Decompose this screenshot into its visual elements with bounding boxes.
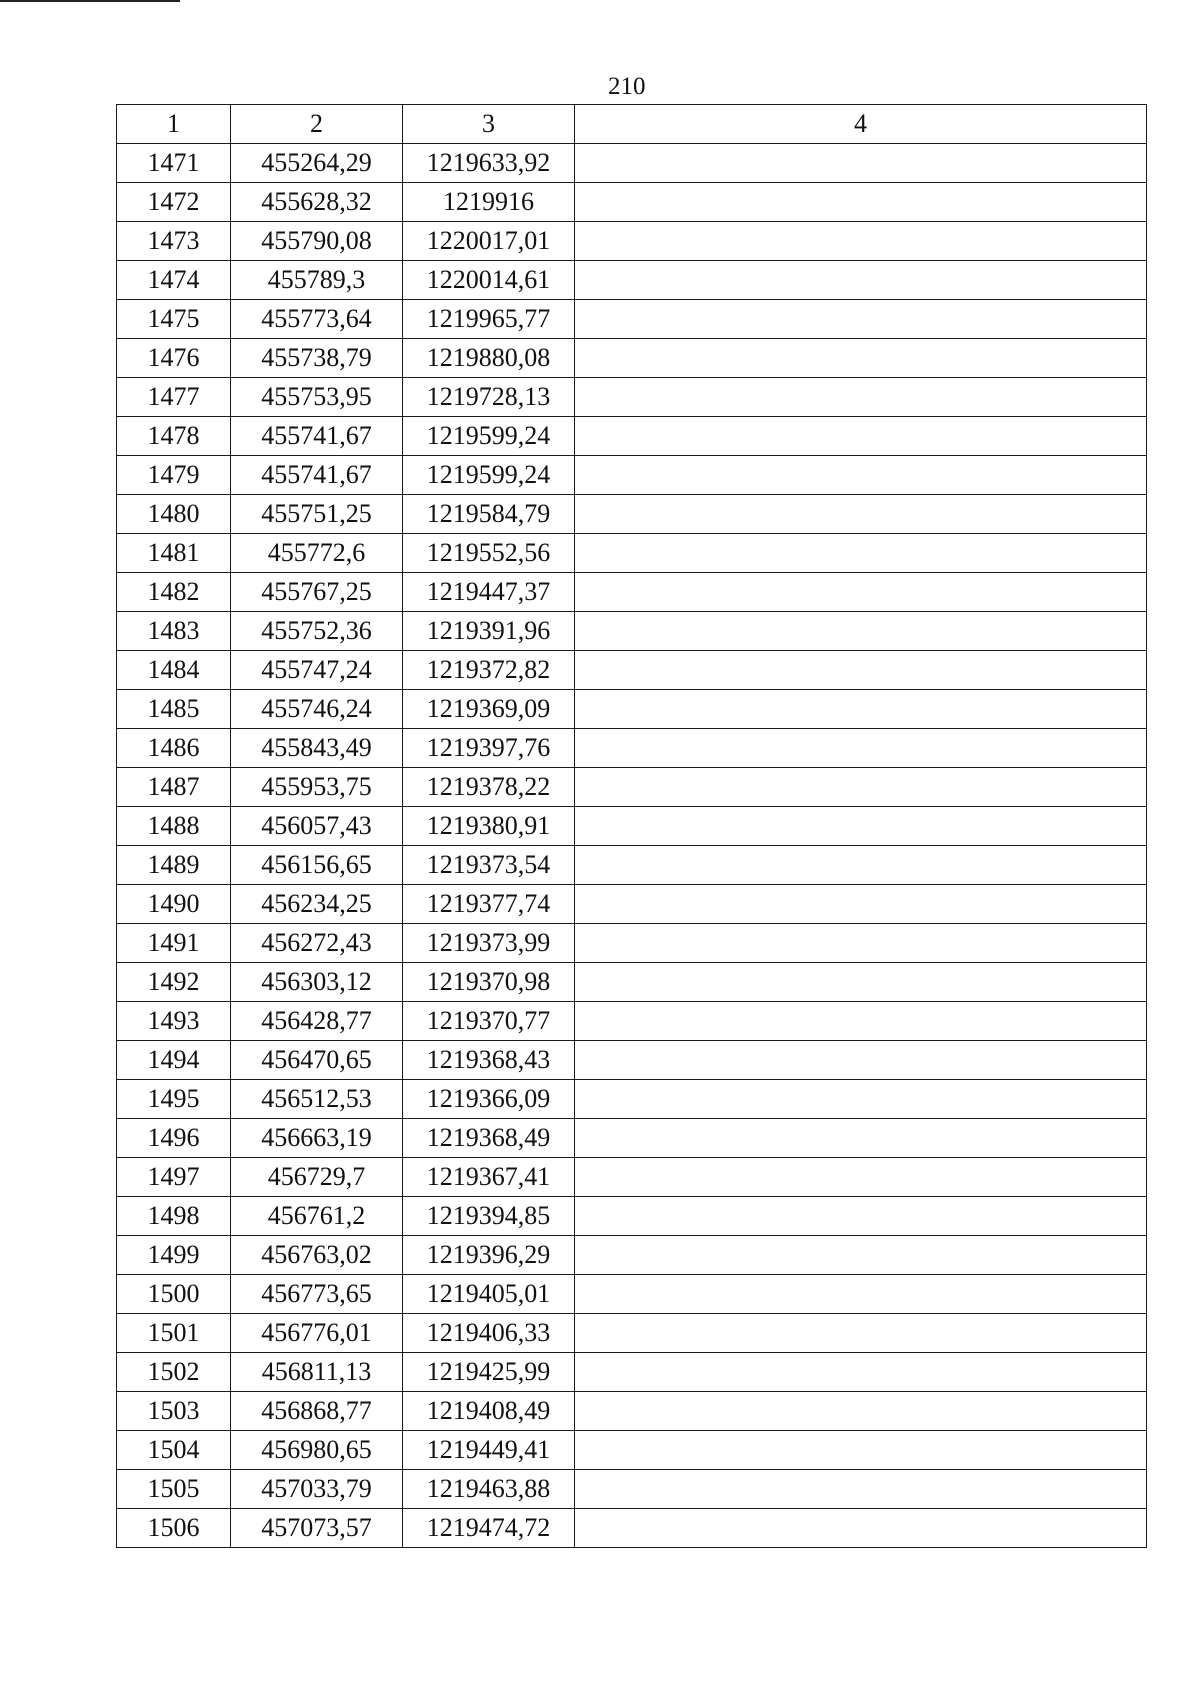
coordinates-table <box>116 104 1147 1548</box>
y-coordinate-cell: 1219373,54 <box>403 846 575 885</box>
table-row <box>117 1275 1147 1314</box>
x-coordinate-cell: 457033,79 <box>231 1470 403 1509</box>
point-number-cell: 1503 <box>117 1392 231 1431</box>
x-coordinate-cell: 455767,25 <box>231 573 403 612</box>
table-row <box>117 1314 1147 1353</box>
point-number-cell: 1486 <box>117 729 231 768</box>
y-coordinate-cell: 1219397,76 <box>403 729 575 768</box>
table-row <box>117 183 1147 222</box>
note-cell <box>575 534 1147 573</box>
y-coordinate-cell: 1219599,24 <box>403 417 575 456</box>
header-row <box>117 105 1147 144</box>
y-coordinate-cell: 1219370,98 <box>403 963 575 1002</box>
x-coordinate-cell: 455789,3 <box>231 261 403 300</box>
x-coordinate-cell: 455953,75 <box>231 768 403 807</box>
table-row <box>117 534 1147 573</box>
point-number-cell: 1480 <box>117 495 231 534</box>
table-row <box>117 378 1147 417</box>
x-coordinate-cell: 455746,24 <box>231 690 403 729</box>
point-number-cell: 1483 <box>117 612 231 651</box>
y-coordinate-cell: 1219633,92 <box>403 144 575 183</box>
y-coordinate-cell: 1219396,29 <box>403 1236 575 1275</box>
note-cell <box>575 690 1147 729</box>
note-cell <box>575 1197 1147 1236</box>
point-number-cell: 1479 <box>117 456 231 495</box>
point-number-cell: 1481 <box>117 534 231 573</box>
y-coordinate-cell: 1219447,37 <box>403 573 575 612</box>
x-coordinate-cell: 456811,13 <box>231 1353 403 1392</box>
table-row <box>117 456 1147 495</box>
header-cell-3: 3 <box>403 105 575 144</box>
note-cell <box>575 807 1147 846</box>
table-row <box>117 885 1147 924</box>
point-number-cell: 1487 <box>117 768 231 807</box>
point-number-cell: 1492 <box>117 963 231 1002</box>
x-coordinate-cell: 456761,2 <box>231 1197 403 1236</box>
y-coordinate-cell: 1219380,91 <box>403 807 575 846</box>
x-coordinate-cell: 455741,67 <box>231 456 403 495</box>
point-number-cell: 1493 <box>117 1002 231 1041</box>
x-coordinate-cell: 455753,95 <box>231 378 403 417</box>
x-coordinate-cell: 456057,43 <box>231 807 403 846</box>
y-coordinate-cell: 1219394,85 <box>403 1197 575 1236</box>
coordinates-table-container <box>116 104 1146 1548</box>
x-coordinate-cell: 455772,6 <box>231 534 403 573</box>
y-coordinate-cell: 1219599,24 <box>403 456 575 495</box>
y-coordinate-cell: 1219965,77 <box>403 300 575 339</box>
table-row <box>117 846 1147 885</box>
table-row <box>117 1002 1147 1041</box>
note-cell <box>575 1392 1147 1431</box>
note-cell <box>575 456 1147 495</box>
y-coordinate-cell: 1219367,41 <box>403 1158 575 1197</box>
point-number-cell: 1482 <box>117 573 231 612</box>
point-number-cell: 1478 <box>117 417 231 456</box>
table-row <box>117 300 1147 339</box>
table-row <box>117 339 1147 378</box>
x-coordinate-cell: 456773,65 <box>231 1275 403 1314</box>
y-coordinate-cell: 1219916 <box>403 183 575 222</box>
point-number-cell: 1488 <box>117 807 231 846</box>
point-number-cell: 1491 <box>117 924 231 963</box>
table-row <box>117 690 1147 729</box>
note-cell <box>575 300 1147 339</box>
y-coordinate-cell: 1219377,74 <box>403 885 575 924</box>
y-coordinate-cell: 1219391,96 <box>403 612 575 651</box>
x-coordinate-cell: 456156,65 <box>231 846 403 885</box>
point-number-cell: 1501 <box>117 1314 231 1353</box>
x-coordinate-cell: 456763,02 <box>231 1236 403 1275</box>
header-cell-2: 2 <box>231 105 403 144</box>
note-cell <box>575 729 1147 768</box>
x-coordinate-cell: 456272,43 <box>231 924 403 963</box>
note-cell <box>575 1353 1147 1392</box>
x-coordinate-cell: 455790,08 <box>231 222 403 261</box>
table-row <box>117 1431 1147 1470</box>
note-cell <box>575 1041 1147 1080</box>
top-rule <box>0 0 180 2</box>
x-coordinate-cell: 456980,65 <box>231 1431 403 1470</box>
note-cell <box>575 1314 1147 1353</box>
y-coordinate-cell: 1220014,61 <box>403 261 575 300</box>
point-number-cell: 1472 <box>117 183 231 222</box>
note-cell <box>575 651 1147 690</box>
y-coordinate-cell: 1219369,09 <box>403 690 575 729</box>
y-coordinate-cell: 1219463,88 <box>403 1470 575 1509</box>
x-coordinate-cell: 455843,49 <box>231 729 403 768</box>
x-coordinate-cell: 456776,01 <box>231 1314 403 1353</box>
point-number-cell: 1496 <box>117 1119 231 1158</box>
table-row <box>117 573 1147 612</box>
table-row <box>117 729 1147 768</box>
y-coordinate-cell: 1219378,22 <box>403 768 575 807</box>
x-coordinate-cell: 456663,19 <box>231 1119 403 1158</box>
y-coordinate-cell: 1219880,08 <box>403 339 575 378</box>
x-coordinate-cell: 456729,7 <box>231 1158 403 1197</box>
x-coordinate-cell: 455628,32 <box>231 183 403 222</box>
y-coordinate-cell: 1219584,79 <box>403 495 575 534</box>
note-cell <box>575 1509 1147 1548</box>
table-row <box>117 1353 1147 1392</box>
note-cell <box>575 612 1147 651</box>
y-coordinate-cell: 1219366,09 <box>403 1080 575 1119</box>
table-row <box>117 222 1147 261</box>
y-coordinate-cell: 1219372,82 <box>403 651 575 690</box>
point-number-cell: 1498 <box>117 1197 231 1236</box>
point-number-cell: 1474 <box>117 261 231 300</box>
y-coordinate-cell: 1219368,43 <box>403 1041 575 1080</box>
point-number-cell: 1475 <box>117 300 231 339</box>
point-number-cell: 1473 <box>117 222 231 261</box>
note-cell <box>575 963 1147 1002</box>
y-coordinate-cell: 1219368,49 <box>403 1119 575 1158</box>
y-coordinate-cell: 1220017,01 <box>403 222 575 261</box>
x-coordinate-cell: 456512,53 <box>231 1080 403 1119</box>
point-number-cell: 1494 <box>117 1041 231 1080</box>
y-coordinate-cell: 1219370,77 <box>403 1002 575 1041</box>
x-coordinate-cell: 456303,12 <box>231 963 403 1002</box>
point-number-cell: 1485 <box>117 690 231 729</box>
table-row <box>117 495 1147 534</box>
table-row <box>117 651 1147 690</box>
point-number-cell: 1495 <box>117 1080 231 1119</box>
x-coordinate-cell: 456470,65 <box>231 1041 403 1080</box>
y-coordinate-cell: 1219474,72 <box>403 1509 575 1548</box>
point-number-cell: 1497 <box>117 1158 231 1197</box>
x-coordinate-cell: 455747,24 <box>231 651 403 690</box>
table-row <box>117 1509 1147 1548</box>
x-coordinate-cell: 456868,77 <box>231 1392 403 1431</box>
table-row <box>117 963 1147 1002</box>
point-number-cell: 1471 <box>117 144 231 183</box>
x-coordinate-cell: 455773,64 <box>231 300 403 339</box>
x-coordinate-cell: 456428,77 <box>231 1002 403 1041</box>
note-cell <box>575 924 1147 963</box>
y-coordinate-cell: 1219552,56 <box>403 534 575 573</box>
note-cell <box>575 1080 1147 1119</box>
table-row <box>117 807 1147 846</box>
y-coordinate-cell: 1219406,33 <box>403 1314 575 1353</box>
note-cell <box>575 1002 1147 1041</box>
note-cell <box>575 417 1147 456</box>
point-number-cell: 1502 <box>117 1353 231 1392</box>
table-row <box>117 924 1147 963</box>
table-body <box>117 144 1147 1548</box>
x-coordinate-cell: 456234,25 <box>231 885 403 924</box>
note-cell <box>575 183 1147 222</box>
note-cell <box>575 144 1147 183</box>
table-row <box>117 1470 1147 1509</box>
table-row <box>117 768 1147 807</box>
table-row <box>117 261 1147 300</box>
note-cell <box>575 1275 1147 1314</box>
header-cell-4: 4 <box>575 105 1147 144</box>
note-cell <box>575 768 1147 807</box>
point-number-cell: 1476 <box>117 339 231 378</box>
note-cell <box>575 846 1147 885</box>
point-number-cell: 1506 <box>117 1509 231 1548</box>
point-number-cell: 1505 <box>117 1470 231 1509</box>
y-coordinate-cell: 1219425,99 <box>403 1353 575 1392</box>
note-cell <box>575 495 1147 534</box>
table-row <box>117 1119 1147 1158</box>
x-coordinate-cell: 455752,36 <box>231 612 403 651</box>
table-row <box>117 1158 1147 1197</box>
note-cell <box>575 1470 1147 1509</box>
point-number-cell: 1500 <box>117 1275 231 1314</box>
page-number: 210 <box>608 73 646 100</box>
note-cell <box>575 573 1147 612</box>
note-cell <box>575 339 1147 378</box>
note-cell <box>575 885 1147 924</box>
note-cell <box>575 378 1147 417</box>
point-number-cell: 1489 <box>117 846 231 885</box>
table-row <box>117 1392 1147 1431</box>
y-coordinate-cell: 1219405,01 <box>403 1275 575 1314</box>
x-coordinate-cell: 457073,57 <box>231 1509 403 1548</box>
note-cell <box>575 1119 1147 1158</box>
y-coordinate-cell: 1219408,49 <box>403 1392 575 1431</box>
table-row <box>117 417 1147 456</box>
x-coordinate-cell: 455738,79 <box>231 339 403 378</box>
point-number-cell: 1477 <box>117 378 231 417</box>
table-header <box>117 105 1147 144</box>
x-coordinate-cell: 455741,67 <box>231 417 403 456</box>
point-number-cell: 1499 <box>117 1236 231 1275</box>
note-cell <box>575 222 1147 261</box>
point-number-cell: 1504 <box>117 1431 231 1470</box>
table-row <box>117 612 1147 651</box>
y-coordinate-cell: 1219728,13 <box>403 378 575 417</box>
point-number-cell: 1484 <box>117 651 231 690</box>
table-row <box>117 1236 1147 1275</box>
table-row <box>117 1041 1147 1080</box>
table-row <box>117 144 1147 183</box>
point-number-cell: 1490 <box>117 885 231 924</box>
table-row <box>117 1080 1147 1119</box>
note-cell <box>575 1431 1147 1470</box>
y-coordinate-cell: 1219373,99 <box>403 924 575 963</box>
y-coordinate-cell: 1219449,41 <box>403 1431 575 1470</box>
header-cell-1: 1 <box>117 105 231 144</box>
note-cell <box>575 1158 1147 1197</box>
note-cell <box>575 261 1147 300</box>
x-coordinate-cell: 455751,25 <box>231 495 403 534</box>
table-row <box>117 1197 1147 1236</box>
x-coordinate-cell: 455264,29 <box>231 144 403 183</box>
note-cell <box>575 1236 1147 1275</box>
